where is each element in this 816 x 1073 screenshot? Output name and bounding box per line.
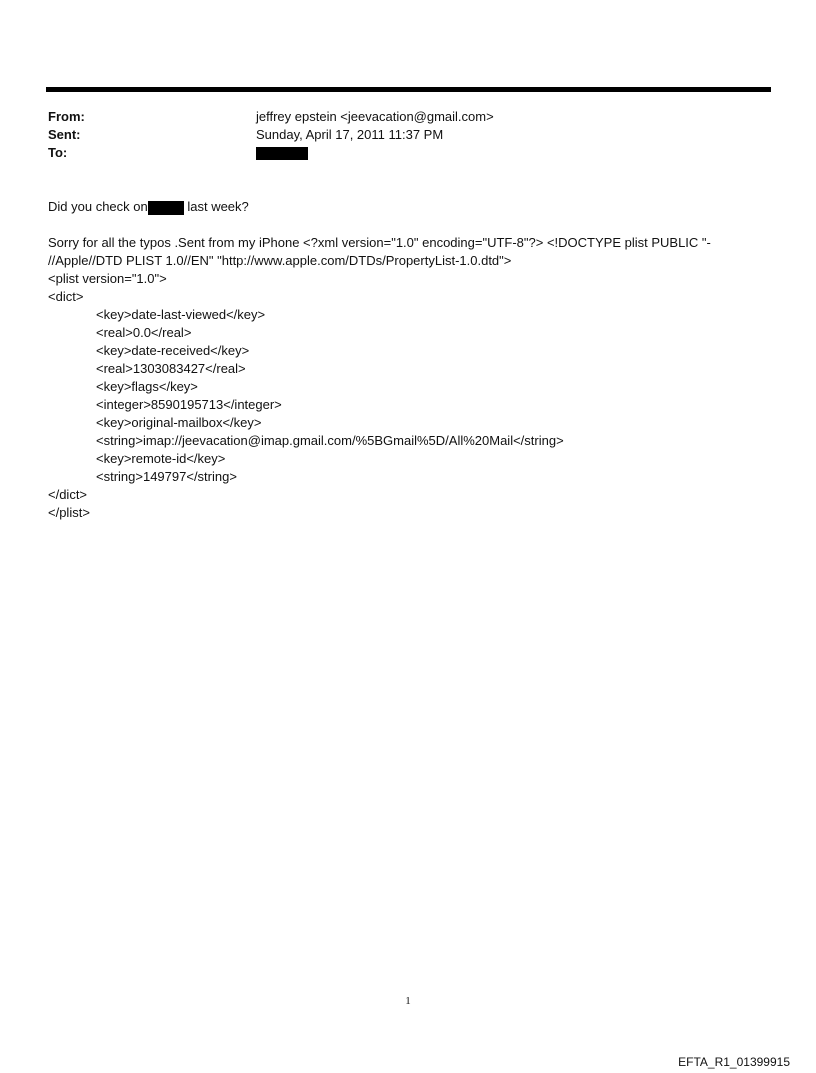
dict-line: <key>remote-id</key> — [96, 451, 226, 466]
body-line-1-after: last week? — [183, 199, 249, 214]
plist-close: </plist> — [48, 505, 90, 520]
body-para-2-line-2: //Apple//DTD PLIST 1.0//EN" "http://www.apple.com/DTDs/PropertyList-1.0.dtd"> — [48, 253, 512, 268]
from-label: From: — [48, 109, 85, 124]
from-value: jeffrey epstein <jeevacation@gmail.com> — [256, 109, 494, 124]
sent-label: Sent: — [48, 127, 81, 142]
body-line-1-before: Did you check on — [48, 199, 148, 214]
redaction-block — [256, 147, 308, 160]
dict-line: <key>date-received</key> — [96, 343, 250, 358]
redaction-block — [148, 201, 184, 215]
dict-close: </dict> — [48, 487, 88, 502]
to-value-redacted — [256, 144, 308, 162]
dict-line: <string>149797</string> — [96, 469, 237, 484]
document-id: EFTA_R1_01399915 — [678, 1055, 790, 1069]
to-label: To: — [48, 145, 68, 160]
dict-line: <string>imap://jeevacation@imap.gmail.com/%5BGmail%5D/All%20Mail</string> — [96, 433, 564, 448]
dict-line: <key>date-last-viewed</key> — [96, 307, 266, 322]
dict-line: <real>0.0</real> — [96, 325, 192, 340]
page-number: 1 — [405, 995, 411, 1007]
plist-open: <plist version="1.0"> — [48, 271, 167, 286]
dict-open: <dict> — [48, 289, 84, 304]
body-para-2-line-1: Sorry for all the typos .Sent from my iPhone <?xml version="1.0" encoding="UTF-8"?> <!DOCTYPE plist PUBLIC "- — [48, 235, 711, 250]
dict-line: <integer>8590195713</integer> — [96, 397, 282, 412]
header-rule — [46, 87, 771, 92]
body-line-1 — [48, 198, 748, 216]
sent-value: Sunday, April 17, 2011 11:37 PM — [256, 127, 444, 142]
dict-line: <real>1303083427</real> — [96, 361, 246, 376]
dict-line: <key>original-mailbox</key> — [96, 415, 262, 430]
dict-line: <key>flags</key> — [96, 379, 198, 394]
